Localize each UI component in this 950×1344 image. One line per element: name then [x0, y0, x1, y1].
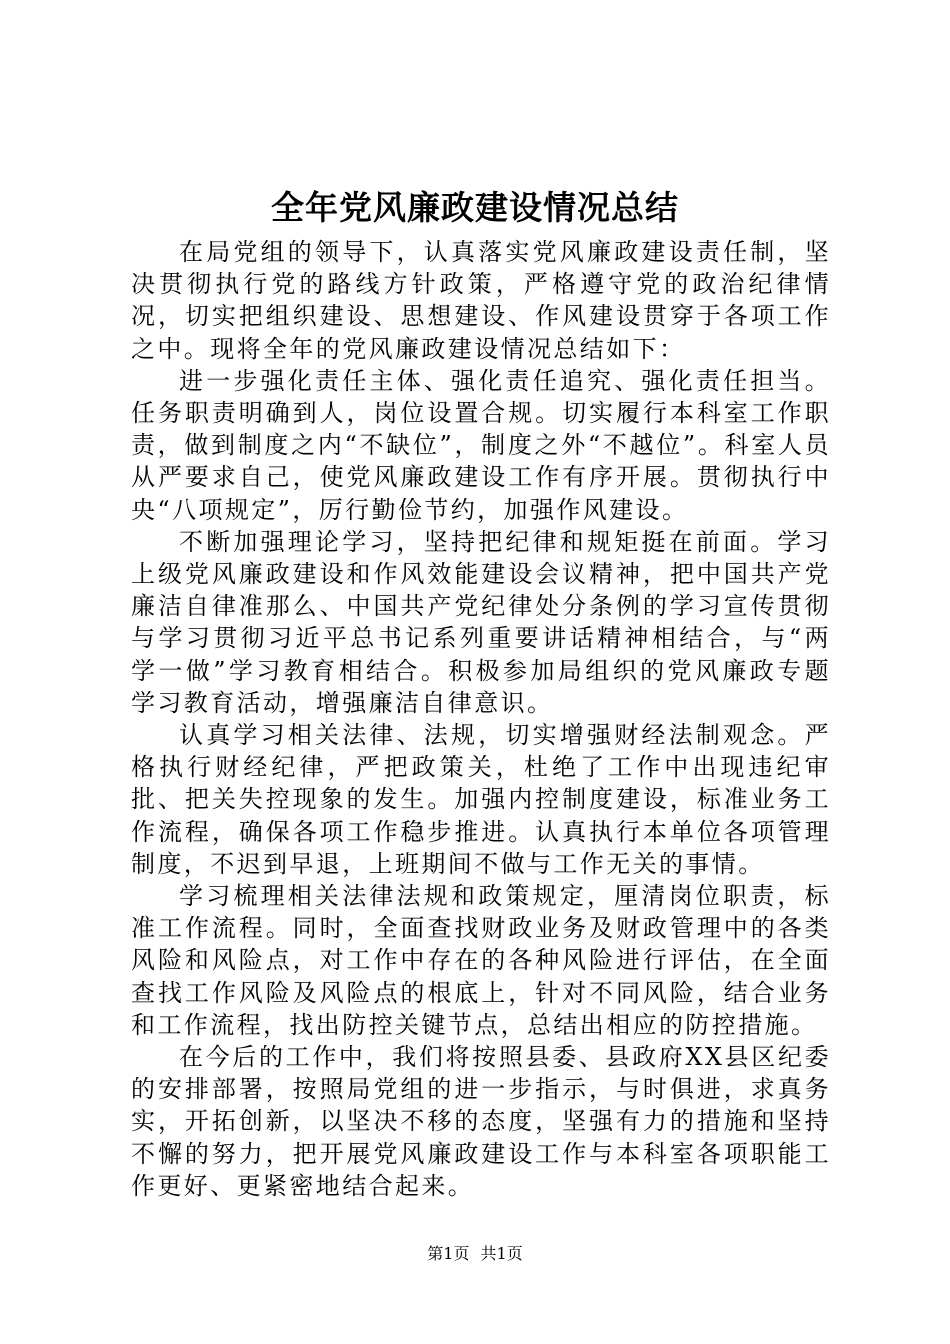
page-footer — [0, 1243, 950, 1265]
paragraph-intro: 在局党组的领导下，认真落实党风廉政建设责任制，坚决贯彻执行党的路线方针政策，严格遵守党的政治纪律情况，切实把组织建设、思想建设、作风建设贯穿于各项工作之中。现将全年的党风廉政建设情况总结如下： — [131, 238, 831, 363]
paragraph-responsibility: 进一步强化责任主体、强化责任追究、强化责任担当。任务职责明确到人，岗位设置合规。切实履行本科室工作职责，做到制度之内“不缺位”，制度之外“不越位”。科室人员从严要求自己，使党风廉政建设工作有序开展。贯彻执行中央“八项规定”，厉行勤俭节约，加强作风建设。 — [131, 366, 831, 524]
paragraph-risk-control: 学习梳理相关法律法规和政策规定，厘清岗位职责，标准工作流程。同时，全面查找财政业务及财政管理中的各类风险和风险点，对工作中存在的各种风险进行评估，在全面查找工作风险及风险点的根底上，针对不同风险，结合业务和工作流程，找出防控关键节点，总结出相应的防控措施。 — [131, 882, 831, 1039]
paragraph-theory-study: 不断加强理论学习，坚持把纪律和规矩挺在前面。学习上级党风廉政建设和作风效能建设会议精神，把中国共产党廉洁自律准那么、中国共产党纪律处分条例的学习宣传贯彻与学习贯彻习近平总书记系列重要讲话精神相结合，与“两学一做”学习教育相结合。积极参加局组织的党风廉政专题学习教育活动，增强廉洁自律意识。 — [131, 527, 831, 717]
document-title: 全年党风廉政建设情况总结 — [271, 188, 679, 227]
paragraph-future-work: 在今后的工作中，我们将按照县委、县政府XX县区纪委的安排部署，按照局党组的进一步指示，与时俱进，求真务实，开拓创新，以坚决不移的态度，坚强有力的措施和坚持不懈的努力，把开展党风廉政建设工作与本科室各项职能工作更好、更紧密地结合起来。 — [131, 1043, 831, 1200]
page-number: 第1页 — [427, 1244, 470, 1263]
page-total: 共1页 — [480, 1244, 523, 1263]
paragraph-law-study: 认真学习相关法律、法规，切实增强财经法制观念。严格执行财经纪律，严把政策关，杜绝了工作中出现违纪审批、把关失控现象的发生。加强内控制度建设，标准业务工作流程，确保各项工作稳步推进。认真执行本单位各项管理制度，不迟到早退，上班期间不做与工作无关的事情。 — [131, 721, 831, 878]
document-body — [131, 236, 831, 1202]
